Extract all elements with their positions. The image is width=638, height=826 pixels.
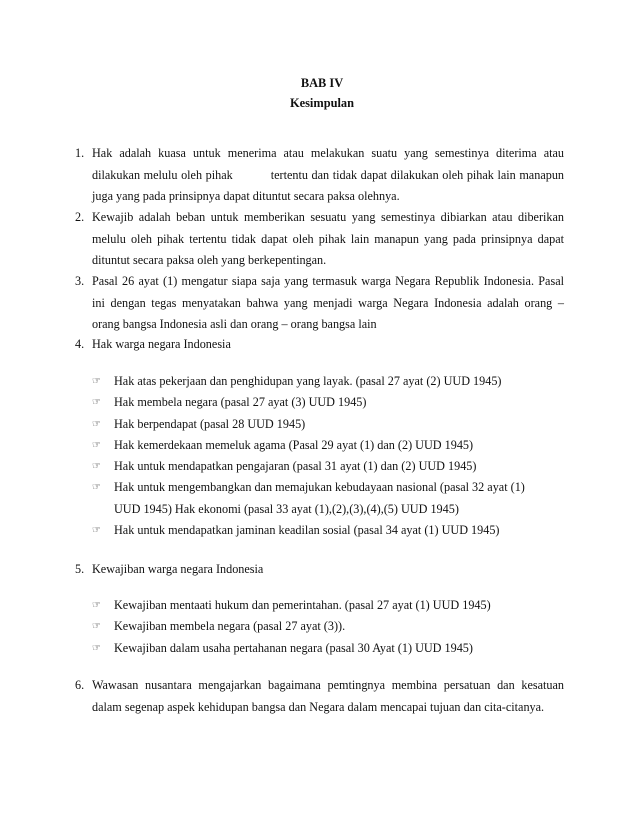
chapter-heading: BAB IV	[300, 76, 344, 90]
list-item-2	[62, 207, 564, 272]
pointing-hand-icon: ☞	[92, 525, 101, 537]
item-line: Hak adalah kuasa untuk menerima atau melakukan suatu yang semestinya diterima atau	[92, 146, 564, 160]
item-line: juga yang pada prinsipnya dapat dituntut secara paksa olehnya.	[92, 189, 400, 203]
pointing-hand-icon: ☞	[92, 621, 101, 633]
pointing-hand-icon: ☞	[92, 397, 101, 409]
bullet-item: ☞ Hak untuk mengembangkan dan memajukan kebudayaan nasional (pasal 32 ayat (1) UUD 1945) Hak ekonomi (pasal 33 ayat (1),(2),(3),(4),(5) UUD 1945)	[92, 477, 562, 520]
bullet-item: ☞ Hak atas pekerjaan dan penghidupan yang layak. (pasal 27 ayat (2) UUD 1945)	[92, 371, 562, 392]
list-item-1	[62, 143, 564, 208]
item-number: 1.	[75, 146, 85, 160]
bullet-item: ☞ Kewajiban mentaati hukum dan pemerintahan. (pasal 27 ayat (1) UUD 1945)	[92, 595, 562, 616]
item-line-split: dilakukan melulu oleh pihak tertentu dan tidak dapat dilakukan oleh pihak lain manapun	[92, 167, 565, 182]
pointing-hand-icon: ☞	[92, 439, 101, 451]
pointing-hand-icon: ☞	[92, 642, 101, 654]
bullet-item: ☞ Kewajiban dalam usaha pertahanan negara (pasal 30 Ayat (1) UUD 1945)	[92, 638, 562, 659]
list-item-3	[62, 271, 564, 336]
chapter-title: Kesimpulan	[289, 96, 355, 110]
item-number: 4.	[75, 337, 85, 351]
bullet-item: ☞ Hak membela negara (pasal 27 ayat (3) UUD 1945)	[92, 392, 562, 413]
pointing-hand-icon: ☞	[92, 600, 101, 611]
bullet-item: ☞ Hak untuk mendapatkan jaminan keadilan sosial (pasal 34 ayat (1) UUD 1945)	[92, 520, 562, 541]
item-number: 3.	[75, 274, 85, 288]
item-line: Kewajiban warga negara Indonesia	[92, 562, 264, 576]
bullet-item: ☞ Kewajiban membela negara (pasal 27 ayat (3)).	[92, 616, 562, 637]
list-item-6	[62, 675, 564, 718]
item-number: 2.	[75, 210, 85, 224]
list-item-5	[62, 559, 564, 581]
bullet-item: ☞ Hak kemerdekaan memeluk agama (Pasal 29 ayat (1) dan (2) UUD 1945)	[92, 435, 562, 456]
item-line: dalam segenap aspek kehidupan bangsa dan Negara dalam mencapai tujuan dan cita-citanya.	[92, 699, 545, 714]
item-line: Hak warga negara Indonesia	[92, 337, 231, 351]
item-number: 5.	[75, 562, 85, 576]
item-line: orang bangsa Indonesia asli dan orang – orang bangsa lain	[92, 317, 377, 331]
item-number: 6.	[75, 678, 85, 692]
item-line: melulu oleh pihak tertentu tidak dapat oleh pihak lain manapun yang pada prinsipnya dapat	[92, 231, 564, 246]
item-line: Kewajib adalah beban untuk memberikan sesuatu yang semestinya dibiarkan atau diberikan	[92, 210, 564, 224]
item-line: Wawasan nusantara mengajarkan bagaimana pemtingnya membina persatuan dan kesatuan	[92, 678, 564, 692]
item-line: Pasal 26 ayat (1) mengatur siapa saja yang termasuk warga Negara Republik Indonesia. Pasal	[92, 274, 564, 288]
bullet-item: ☞ Hak berpendapat (pasal 28 UUD 1945)	[92, 414, 562, 435]
list-item-4	[62, 334, 564, 356]
kewajiban-bullet-list	[92, 595, 562, 659]
item-line: ini dengan tegas menyatakan bahwa yang menjadi warga Negara Indonesia adalah orang –	[92, 295, 564, 310]
hak-bullet-list	[92, 371, 562, 541]
item-line: dituntut secara paksa oleh yang berkepentingan.	[92, 253, 327, 267]
bullet-item: ☞ Hak untuk mendapatkan pengajaran (pasal 31 ayat (1) dan (2) UUD 1945)	[92, 456, 562, 477]
pointing-hand-icon: ☞	[92, 461, 101, 473]
pointing-hand-icon: ☞	[92, 482, 101, 494]
pointing-hand-icon: ☞	[92, 376, 101, 387]
pointing-hand-icon: ☞	[92, 418, 101, 430]
